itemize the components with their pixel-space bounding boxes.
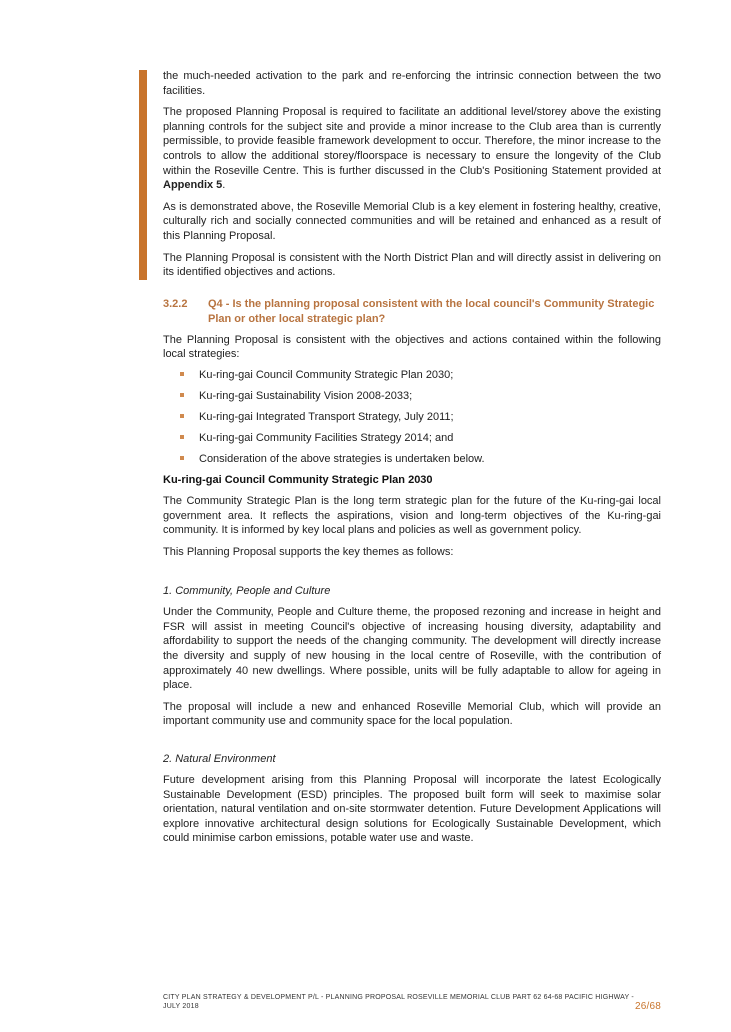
list-item	[179, 410, 661, 424]
page-number: 26/68	[634, 1001, 661, 1012]
csp-paragraph-1: The Community Strategic Plan is the long term strategic plan for the future of the Ku-ring-gai local government area. It reflects the aspirations, vision and long-term objectives of the Ku-ring-gai community. It is informed by key local plans and policies as well as government policy.	[163, 494, 661, 537]
bullet-icon	[180, 414, 184, 418]
intro-paragraph-2-end: .	[222, 179, 226, 192]
section-number: 3.2.2	[163, 297, 188, 310]
bullet-icon	[180, 435, 184, 439]
appendix-reference: Appendix 5	[163, 179, 223, 192]
bullet-icon	[180, 393, 184, 397]
list-item	[179, 389, 661, 403]
list-item-text: Ku-ring-gai Council Community Strategic Plan 2030;	[199, 368, 454, 381]
strategy-list	[163, 368, 661, 466]
list-item	[179, 368, 661, 382]
intro-paragraph-2-text: The proposed Planning Proposal is required to facilitate an additional level/storey above the existing planning controls for the subject site and provide a minor increase to the Club area than is currently permissible, to provide feasible framework development to occur. Therefore, the minor increase to the controls to allow the additional storey/floorspace is necessary to ensure the longevity of the Club within the Roseville Centre. This is further discussed in the Club's Positioning Statement provided at	[163, 106, 661, 177]
page-footer	[163, 993, 661, 1011]
list-item-text: Ku-ring-gai Sustainability Vision 2008-2033;	[199, 389, 413, 402]
theme-1-paragraph-1: Under the Community, People and Culture theme, the proposed rezoning and increase in height and FSR will assist in meeting Council's objective of increasing housing diversity, adaptability and affordability to support the needs of the changing community. The development will directly increase the diversity and supply of new housing in the local centre of Roseville, with the contribution of approximately 40 new dwellings. Where possible, units will be fully adaptable to allow for ageing in place.	[163, 606, 661, 692]
list-item	[179, 452, 661, 466]
page-content	[163, 69, 661, 853]
csp-paragraph-2: This Planning Proposal supports the key themes as follows:	[163, 545, 454, 558]
intro-paragraph-1: the much-needed activation to the park and re-enforcing the intrinsic connection between the two facilities.	[163, 70, 661, 97]
theme-1-paragraph-2: The proposal will include a new and enhanced Roseville Memorial Club, which will provide an important community use and community space for the local population.	[163, 700, 661, 728]
intro-paragraph-3: As is demonstrated above, the Roseville Memorial Club is a key element in fostering healthy, creative, culturally rich and socially connected communities and will be retained and enhanced as a result of this Planning Proposal.	[163, 200, 661, 242]
list-item-text: Consideration of the above strategies is undertaken below.	[199, 452, 485, 465]
bullet-icon	[180, 372, 184, 376]
section-title: Q4 - Is the planning proposal consistent with the local council's Community Strategic Plan or other local strategic plan?	[208, 297, 655, 325]
bullet-icon	[180, 456, 184, 460]
section-heading	[163, 297, 661, 327]
sidebar-accent-bar	[139, 70, 147, 280]
intro-paragraph-4: The Planning Proposal is consistent with the North District Plan and will directly assist in delivering on its identified objectives and actions.	[163, 251, 661, 279]
list-item	[179, 431, 661, 445]
list-item-text: Ku-ring-gai Integrated Transport Strategy, July 2011;	[199, 410, 454, 423]
list-item-text: Ku-ring-gai Community Facilities Strategy 2014; and	[199, 431, 454, 444]
theme-1-heading: 1. Community, People and Culture	[163, 585, 331, 598]
intro-paragraph-2	[163, 105, 661, 193]
section-intro: The Planning Proposal is consistent with the objectives and actions contained within the following local strategies:	[163, 333, 661, 361]
csp-heading: Ku-ring-gai Council Community Strategic Plan 2030	[163, 473, 433, 486]
footer-text: CITY PLAN STRATEGY & DEVELOPMENT P/L - PLANNING PROPOSAL ROSEVILLE MEMORIAL CLUB PART 62 64-68 PACIFIC HIGHWAY - JULY 2018	[163, 994, 634, 1010]
theme-2-heading: 2. Natural Environment	[163, 753, 276, 766]
theme-2-paragraph-1: Future development arising from this Planning Proposal will incorporate the latest Ecologically Sustainable Development (ESD) principles. The proposed built form will seek to maximise solar orientation, natural ventilation and on-site stormwater detention. Future Development Applications will explore innovative architectural design solutions for Ecologically Sustainable Development, which could minimise carbon emissions, potable water use and waste.	[163, 774, 661, 845]
